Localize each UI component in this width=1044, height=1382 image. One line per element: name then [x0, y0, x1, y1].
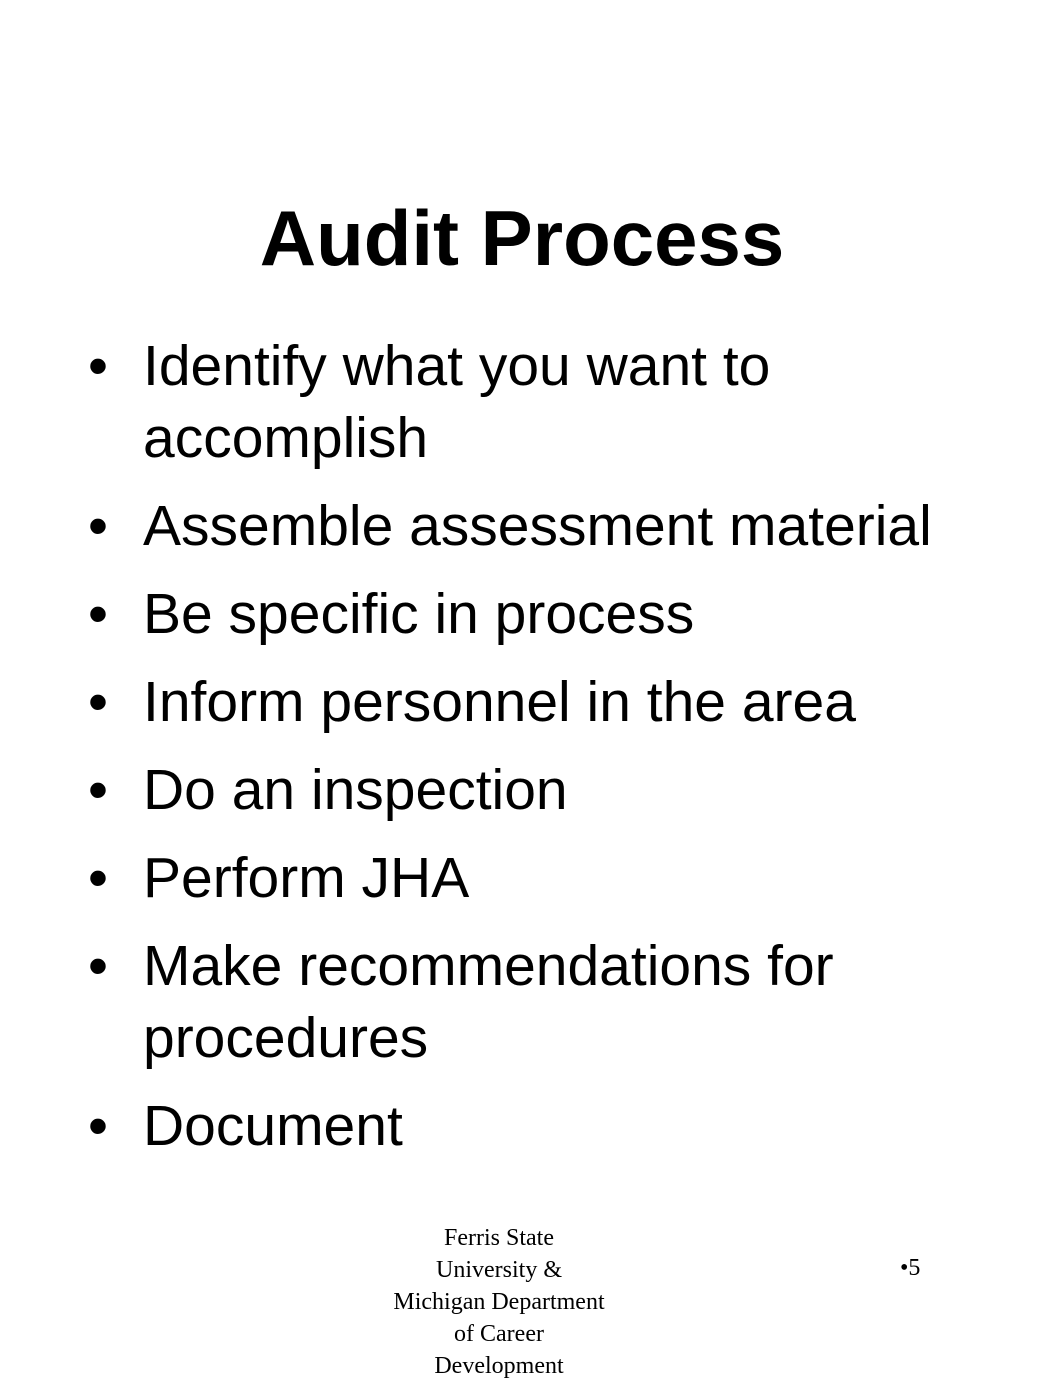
page-number: •5 — [900, 1255, 921, 1281]
bullet-icon: • — [88, 670, 108, 734]
slide-title: Audit Process — [259, 194, 785, 282]
bullet-text: Make recommendations for procedures — [143, 934, 834, 1070]
bullet-text: Do an inspection — [143, 758, 568, 822]
bullet-text: Inform personnel in the area — [143, 670, 856, 734]
bullet-text: Assemble assessment material — [143, 494, 932, 558]
bullet-item — [0, 842, 1024, 914]
bullet-icon: • — [88, 846, 108, 910]
bullet-list — [0, 330, 1024, 1178]
bullet-text: Be specific in process — [143, 582, 695, 646]
bullet-icon: • — [88, 494, 108, 558]
bullet-item — [0, 490, 1024, 562]
bullet-text: Document — [143, 1094, 403, 1158]
bullet-item — [0, 930, 1024, 1074]
bullet-text: Perform JHA — [143, 846, 470, 910]
footer-line: University & — [436, 1257, 562, 1283]
footer-line: Michigan Department — [393, 1289, 605, 1315]
footer-line: Development — [434, 1353, 564, 1379]
bullet-item — [0, 330, 1024, 474]
footer-line: Ferris State — [444, 1225, 554, 1251]
slide-footer — [370, 1222, 628, 1382]
bullet-item — [0, 754, 1024, 826]
bullet-item — [0, 578, 1024, 650]
bullet-item — [0, 1090, 1024, 1162]
bullet-icon: • — [88, 582, 108, 646]
bullet-icon: • — [88, 758, 108, 822]
footer-line: of Career — [454, 1321, 544, 1347]
bullet-item — [0, 666, 1024, 738]
bullet-icon: • — [88, 934, 108, 998]
bullet-text: Identify what you want to accomplish — [143, 334, 771, 470]
bullet-icon: • — [88, 1094, 108, 1158]
bullet-icon: • — [88, 334, 108, 398]
